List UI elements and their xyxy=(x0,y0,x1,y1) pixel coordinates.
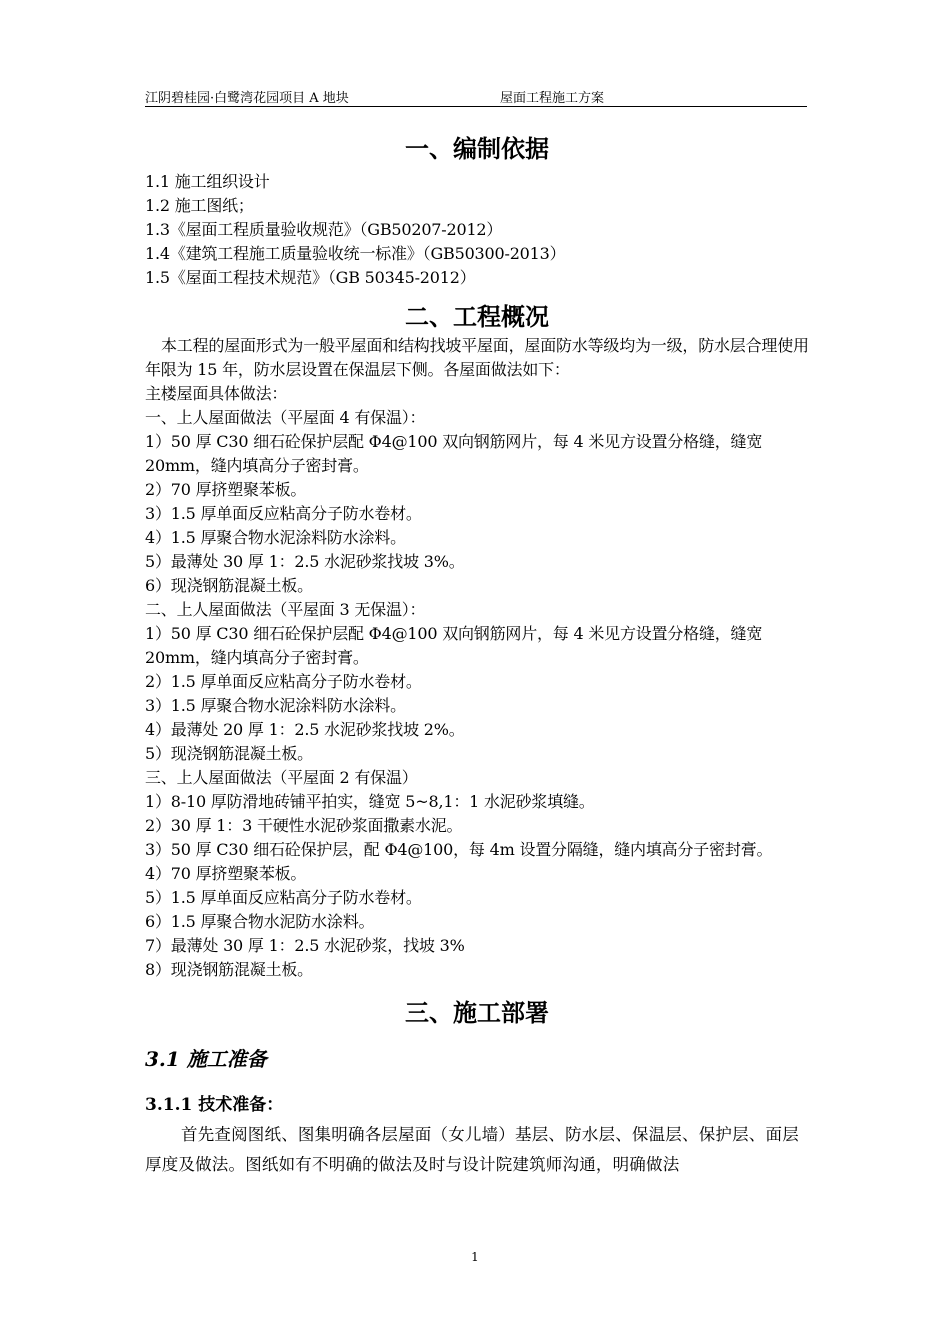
overview-line: 一、上人屋面做法（平屋面 4 有保温）： xyxy=(145,408,426,427)
overview-line: 三、上人屋面做法（平屋面 2 有保温） xyxy=(145,768,418,787)
overview-line: 5）最薄处 30 厚 1：2.5 水泥砂浆找坡 3%。 xyxy=(145,552,465,571)
section-2-body xyxy=(145,334,809,982)
page-header xyxy=(145,86,807,107)
header-document-title: 屋面工程施工方案 xyxy=(500,91,605,106)
overview-line: 二、上人屋面做法（平屋面 3 无保温）： xyxy=(145,600,426,619)
overview-line: 5）现浇钢筋混凝土板。 xyxy=(145,744,313,763)
section-1-title: 一、编制依据 xyxy=(405,134,549,163)
overview-line: 2）1.5 厚单面反应粘高分子防水卷材。 xyxy=(145,672,422,691)
overview-line: 1）50 厚 C30 细石砼保护层配 Φ4@100 双向钢筋网片，每 4 米见方设置分格缝，缝宽 20mm，缝内填高分子密封膏。 xyxy=(145,432,763,475)
reference-item: 1.1 施工组织设计 xyxy=(145,172,270,191)
reference-item: 1.4《建筑工程施工质量验收统一标准》（GB50300-2013） xyxy=(145,244,566,263)
overview-line: 5）1.5 厚单面反应粘高分子防水卷材。 xyxy=(145,888,422,907)
overview-line: 1）50 厚 C30 细石砼保护层配 Φ4@100 双向钢筋网片，每 4 米见方设置分格缝，缝宽 20mm，缝内填高分子密封膏。 xyxy=(145,624,763,667)
overview-line: 3）1.5 厚聚合物水泥涂料防水涂料。 xyxy=(145,696,406,715)
overview-line: 2）30 厚 1：3 干硬性水泥砂浆面撒素水泥。 xyxy=(145,816,463,835)
reference-item: 1.3《屋面工程质量验收规范》（GB50207-2012） xyxy=(145,220,503,239)
subsection-3-1-1-title: 3.1.1 技术准备： xyxy=(145,1095,284,1115)
section-1-list xyxy=(145,170,809,290)
overview-line: 7）最薄处 30 厚 1：2.5 水泥砂浆，找坡 3% xyxy=(145,936,465,955)
subsection-3-1-title: 3.1 施工准备 xyxy=(145,1047,267,1071)
reference-item: 1.5《屋面工程技术规范》（GB 50345-2012） xyxy=(145,268,476,287)
overview-line: 2）70 厚挤塑聚苯板。 xyxy=(145,480,307,499)
page-number: 1 xyxy=(471,1250,479,1264)
overview-line: 8）现浇钢筋混凝土板。 xyxy=(145,960,313,979)
section-3-title: 三、施工部署 xyxy=(405,998,549,1027)
overview-line: 1）8-10 厚防滑地砖铺平拍实，缝宽 5~8,1：1 水泥砂浆填缝。 xyxy=(145,792,595,811)
overview-line: 4）1.5 厚聚合物水泥涂料防水涂料。 xyxy=(145,528,406,547)
header-project-name: 江阴碧桂园·白鹭湾花园项目 A 地块 xyxy=(145,91,349,106)
overview-line: 3）50 厚 C30 细石砼保护层，配 Φ4@100，每 4m 设置分隔缝，缝内填高分子密封膏。 xyxy=(145,840,773,859)
overview-paragraph: 本工程的屋面形式为一般平屋面和结构找坡平屋面，屋面防水等级均为一级，防水层合理使用年限为 15 年，防水层设置在保温层下侧。各屋面做法如下： xyxy=(145,336,809,379)
document-body xyxy=(145,132,809,1180)
technical-prep-paragraph: 首先查阅图纸、图集明确各层屋面（女儿墙）基层、防水层、保温层、保护层、面层厚度及做法。图纸如有不明确的做法及时与设计院建筑师沟通，明确做法 xyxy=(145,1125,799,1174)
reference-item: 1.2 施工图纸； xyxy=(145,196,254,215)
overview-line: 6）1.5 厚聚合物水泥防水涂料。 xyxy=(145,912,375,931)
overview-line: 4）最薄处 20 厚 1：2.5 水泥砂浆找坡 2%。 xyxy=(145,720,465,739)
overview-line: 6）现浇钢筋混凝土板。 xyxy=(145,576,313,595)
overview-line: 4）70 厚挤塑聚苯板。 xyxy=(145,864,307,883)
section-2-title: 二、工程概况 xyxy=(405,302,549,331)
overview-line: 3）1.5 厚单面反应粘高分子防水卷材。 xyxy=(145,504,422,523)
overview-line: 主楼屋面具体做法： xyxy=(145,384,288,403)
